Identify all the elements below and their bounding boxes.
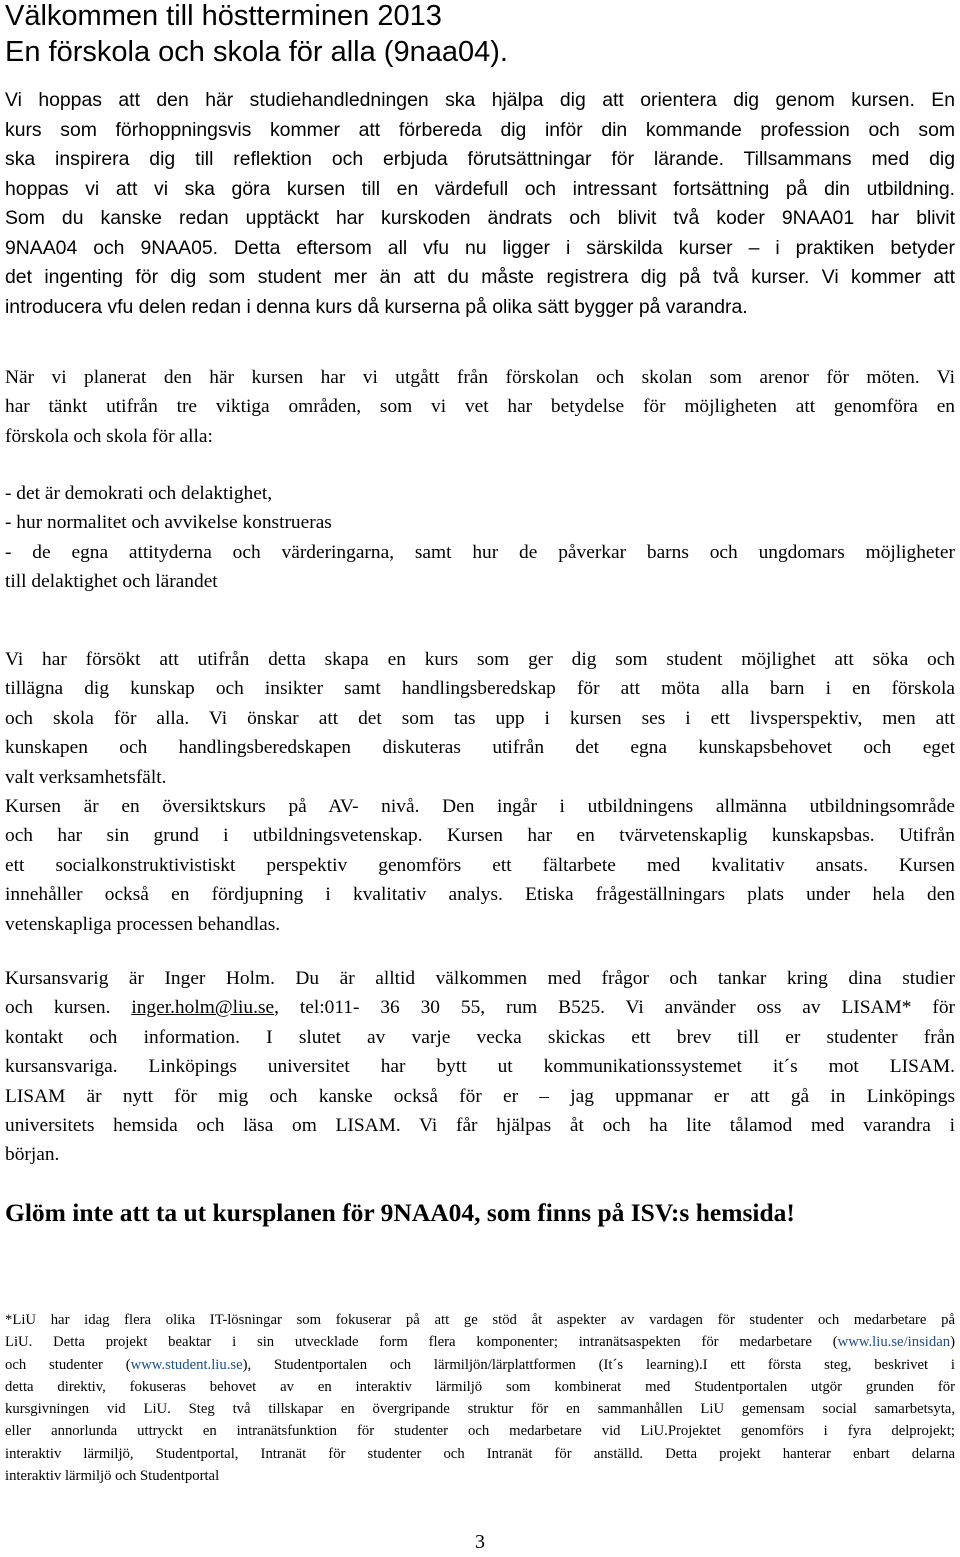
text-line: tillägna dig kunskap och insikter samt handlingsberedskap för att möta alla barn i en förskola [5, 678, 955, 700]
text-line: valt verksamhetsfält. [5, 766, 167, 788]
text-line: kursansvariga. Linköpings universitet har bytt ut kommunikationssystemet it´s mot LISAM. [5, 1056, 955, 1078]
text-line: kontakt och information. I slutet av varje vecka skickas ett brev till er studenter från [5, 1026, 955, 1048]
page-number: 3 [475, 1531, 485, 1553]
text-line: förskola och skola för alla: [5, 425, 213, 447]
text-line: vetenskapliga processen behandlas. [5, 913, 281, 935]
course-paragraph [5, 645, 955, 939]
text-line: ska inspirera dig till reflektion och erbjuda förutsättningar för lärande. Tillsammans med dig [5, 148, 955, 170]
text-line: 9NAA04 och 9NAA05. Detta eftersom all vfu nu ligger i särskilda kurser – i praktiken betyder [5, 236, 955, 259]
footnote-line [5, 1331, 955, 1353]
text-line: kurs som förhoppningsvis kommer att förbereda dig inför din kommande profession och som [5, 118, 955, 141]
page-subtitle: En förskola och skola för alla (9naa04). [5, 36, 508, 68]
footnote-line: *LiU har idag flera olika IT-lösningar som fokuserar på att ge stöd åt aspekter av vardagen för studenter och medarbetare på [5, 1312, 955, 1328]
footnote-line [5, 1354, 955, 1376]
text-line: introducera vfu delen redan i denna kurs då kurserna på olika sätt bygger på varandra. [5, 295, 748, 318]
email-link[interactable]: inger.holm@liu.se [131, 997, 275, 1019]
text-line: Vi hoppas att den här studiehandledningen ska hjälpa dig att orientera dig genom kursen. En [5, 89, 955, 111]
text-fragment: ) [950, 1334, 955, 1351]
text-line: Kursen är en översiktskurs på AV- nivå. Den ingår i utbildningens allmänna utbildningsområde [5, 796, 955, 818]
footnote-line: detta direktiv, fokuseras behovet av en interaktiv lärmiljö som kombinerat med Studentportalen utgör grunden för [5, 1378, 955, 1395]
text-line: början. [5, 1144, 60, 1166]
text-line: Som du kanske redan upptäckt har kurskoden ändrats och blivit två koder 9NAA01 har blivit [5, 207, 955, 229]
list-item: - de egna attityderna och värderingarna, samt hur de påverkar barns och ungdomars möjligheter [5, 541, 955, 563]
text-line: Vi har försökt att utifrån detta skapa en kurs som ger dig som student möjlighet att söka och [5, 649, 955, 670]
text-fragment: ), Studentportalen och lärmiljön/lärplattformen (It´s learning).I ett första steg, beskrivet i [242, 1356, 956, 1373]
footnote-line: interaktiv lärmiljö och Studentportal [5, 1468, 220, 1485]
text-line: och skola för alla. Vi önskar att det som tas upp i kursen ses i ett livsperspektiv, men att [5, 707, 955, 729]
footnote-line: eller annorlunda uttryckt en intranätsfunktion för studenter och medarbetare vid LiU.Projektet genomförs i fyra delprojekt; [5, 1423, 955, 1440]
text-line: och har sin grund i utbildningsvetenskap. Kursen har en tvärvetenskaplig kunskapsbas. Utifrån [5, 825, 955, 847]
insidan-link[interactable]: www.liu.se/insidan [837, 1334, 951, 1351]
list-item: - hur normalitet och avvikelse konstrueras [5, 512, 332, 534]
text-line: innehåller också en fördjupning i kvalitativ analys. Etiska frågeställningars plats under hela den [5, 884, 955, 906]
footnote-line: kursgivningen vid LiU. Steg två tillskapar en övergripande struktur för en sammanhållen LiU gemensam social samarbetsyta, [5, 1401, 955, 1418]
text-line: har tänkt utifrån tre viktiga områden, som vi vet har betydelse för möjligheten att genomföra en [5, 396, 955, 418]
contact-paragraph [5, 964, 955, 1170]
text-line: När vi planerat den här kursen har vi utgått från förskolan och skolan som arenor för möten. Vi [5, 367, 955, 388]
page-title: Välkommen till höstterminen 2013 [5, 0, 442, 32]
text-line [5, 993, 955, 1022]
list-item: - det är demokrati och delaktighet, [5, 483, 273, 504]
text-line: kunskapen och handlingsberedskapen diskuteras utifrån det egna kunskapsbehovet och eget [5, 737, 955, 759]
footnote-line: interaktiv lärmiljö, Studentportal, Intranät för studenter och Intranät för anställd. Detta projekt hanterar enbart delarna [5, 1445, 955, 1462]
text-line: LISAM är nytt för mig och kanske också för er – jag uppmanar er att gå in Linköpings [5, 1085, 955, 1107]
text-line: Kursansvarig är Inger Holm. Du är alltid välkommen med frågor och tankar kring dina studier [5, 968, 955, 989]
list-item: till delaktighet och lärandet [5, 571, 218, 593]
areas-list [5, 479, 955, 597]
text-line: ett socialkonstruktivistiskt perspektiv genomförs ett fältarbete med kvalitativ ansats. Kursen [5, 854, 955, 876]
text-fragment: och kursen. [5, 997, 132, 1019]
text-line: det ingenting för dig som student mer än att du måste registrera dig på två kurser. Vi kommer att [5, 266, 955, 288]
text-line: hoppas vi att vi ska göra kursen till en värdefull och intressant fortsättning på din utbildning. [5, 177, 955, 200]
course-plan-reminder: Glöm inte att ta ut kursplanen för 9NAA04, som finns på ISV:s hemsida! [5, 1198, 795, 1227]
intro-paragraph [5, 86, 955, 322]
planning-paragraph [5, 363, 955, 451]
footnote [5, 1309, 955, 1487]
text-line: universitets hemsida och läsa om LISAM. Vi får hjälpas åt och ha lite tålamod med varandra i [5, 1115, 955, 1137]
text-fragment: LiU. Detta projekt beaktar i sin utvecklade form flera komponenter; intranätsaspekten för medarbetare ( [5, 1334, 838, 1351]
text-fragment: , tel:011- 36 30 55, rum B525. Vi använder oss av LISAM* för [274, 997, 955, 1019]
student-portal-link[interactable]: www.student.liu.se [130, 1356, 243, 1373]
text-fragment: och studenter ( [5, 1356, 131, 1373]
